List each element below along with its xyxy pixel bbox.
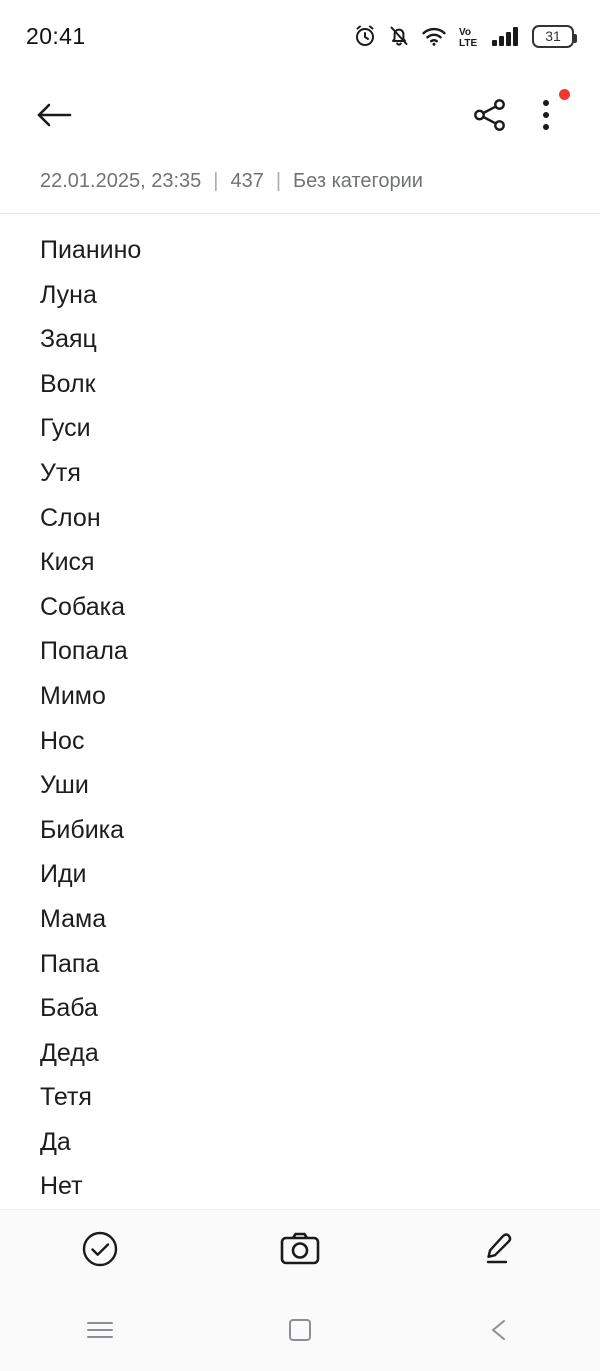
meta-separator-1: | [213, 170, 219, 192]
note-char-count: 437 [230, 170, 264, 192]
note-line: Деда [40, 1038, 99, 1067]
camera-icon [277, 1228, 323, 1275]
wifi-icon [421, 24, 447, 48]
home-button[interactable] [200, 1317, 400, 1348]
notification-badge-dot [559, 89, 570, 100]
draw-button[interactable] [400, 1210, 600, 1293]
checklist-button[interactable] [0, 1210, 200, 1293]
note-line: Баба [40, 994, 98, 1023]
status-bar [0, 0, 600, 72]
status-time: 20:41 [26, 22, 86, 49]
pen-icon [478, 1227, 522, 1276]
note-line: Заяц [40, 325, 97, 354]
note-line: Утя [40, 458, 81, 487]
kebab-dots [543, 95, 549, 135]
note-line: Папа [40, 949, 100, 978]
note-line: Нос [40, 726, 85, 755]
kebab-menu-icon[interactable] [518, 87, 574, 143]
svg-text:LTE: LTE [459, 38, 478, 49]
back-button[interactable] [400, 1317, 600, 1348]
note-line: Мама [40, 904, 107, 933]
alarm-icon [353, 24, 377, 48]
note-line: Нет [40, 1172, 83, 1201]
note-line: Пианино [40, 236, 142, 264]
recents-button[interactable] [0, 1319, 200, 1346]
note-line: Собака [40, 592, 125, 621]
note-category: Без категории [293, 170, 423, 192]
signal-icon [491, 24, 521, 48]
svg-text:Vo: Vo [459, 27, 472, 38]
notifications-off-icon [388, 24, 410, 48]
battery-level: 31 [545, 28, 561, 44]
note-line: Иди [40, 860, 87, 889]
note-line: Попала [40, 637, 128, 666]
note-line: Волк [40, 369, 96, 398]
note-line: Кися [40, 548, 95, 577]
meta-separator-2: | [275, 170, 282, 192]
note-line: Тетя [40, 1083, 92, 1112]
note-text-area[interactable] [0, 214, 600, 1209]
camera-button[interactable] [200, 1210, 400, 1293]
android-nav-bar [0, 1293, 600, 1371]
back-arrow-icon[interactable] [26, 87, 82, 143]
share-icon[interactable] [462, 87, 518, 143]
triangle-back-icon [487, 1317, 513, 1348]
square-icon [287, 1317, 313, 1348]
note-line: Луна [40, 280, 97, 309]
app-top-bar [0, 72, 600, 158]
note-line: Гуси [40, 414, 91, 443]
note-line: Бибика [40, 815, 125, 844]
volte-icon [458, 24, 480, 48]
note-action-bar [0, 1209, 600, 1293]
note-meta [0, 158, 600, 214]
menu-lines-icon [85, 1319, 115, 1346]
note-line: Слон [40, 503, 101, 532]
battery-icon [532, 25, 574, 48]
note-line: Мимо [40, 681, 106, 710]
note-datetime: 22.01.2025, 23:35 [40, 170, 202, 192]
status-icons [353, 24, 574, 48]
check-circle-icon [78, 1227, 122, 1276]
note-line: Да [40, 1127, 71, 1156]
note-line: Уши [40, 771, 89, 800]
